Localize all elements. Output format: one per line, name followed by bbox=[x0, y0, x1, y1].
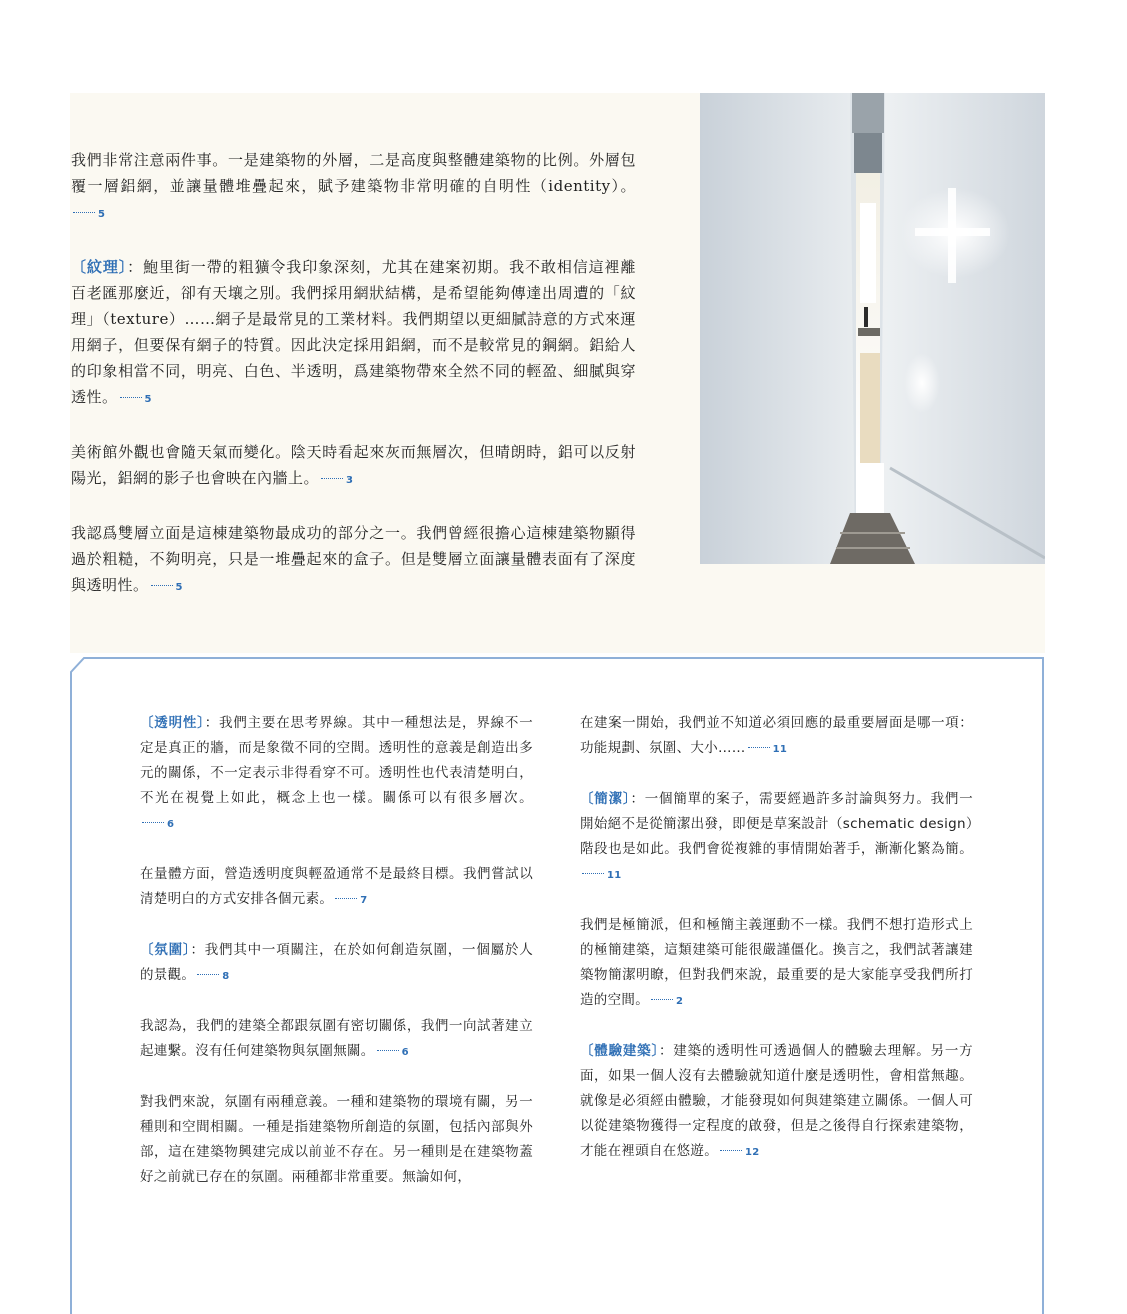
top-text-block bbox=[71, 147, 636, 627]
paragraph: 〔透明性〕：我們主要在思考界線。其中一種想法是，界線不一定是真正的牆，而是象徵不同的空間。透明性的意義是創造出多元的關係，不一定表示非得看穿不可。透明性也代表清楚明白，不光在視覺上如此，概念上也一樣。關係可以有很多層次。6 bbox=[140, 715, 534, 830]
paragraph: 我們是極簡派，但和極簡主義運動不一樣。我們不想打造形式上的極簡建築，這類建築可能很嚴謹僵化。換言之，我們試著讓建築物簡潔明瞭，但對我們來說，最重要的是大家能享受我們所打造的空間。 2 bbox=[580, 917, 973, 1008]
reference-marker: 6 bbox=[375, 1047, 409, 1058]
reference-marker: 11 bbox=[580, 870, 622, 881]
reference-marker: 7 bbox=[333, 895, 367, 906]
reference-marker: 6 bbox=[140, 819, 174, 830]
reference-marker: 11 bbox=[746, 744, 788, 755]
keyword: 〔簡潔〕 bbox=[580, 791, 631, 807]
reference-marker: 5 bbox=[71, 209, 105, 220]
paragraph: 美術館外觀也會隨天氣而變化。陰天時看起來灰而無層次，但晴朗時，鋁可以反射陽光，鋁網的影子也會映在內牆上。 3 bbox=[71, 443, 636, 487]
reference-marker: 3 bbox=[319, 475, 353, 486]
right-column bbox=[580, 711, 973, 1190]
paragraph: 我們非常注意兩件事。一是建築物的外層，二是高度與整體建築物的比例。外層包覆一層鋁網，並讓量體堆疊起來，賦予建築物非常明確的自明性（identity）。5 bbox=[71, 151, 636, 220]
keyword: 〔透明性〕 bbox=[140, 715, 205, 731]
reference-marker: 12 bbox=[718, 1147, 760, 1158]
keyword: 〔體驗建築〕 bbox=[580, 1043, 660, 1059]
left-column bbox=[140, 711, 533, 1215]
paragraph: 〔紋理〕：鮑里街一帶的粗獷令我印象深刻，尤其在建案初期。我不敢相信這裡離百老匯那麼近，卻有天壤之別。我們採用網狀結構，是希望能夠傳達出周遭的「紋理」（texture）……網子是最常見的工業材料。我們期望以更細膩詩意的方式來運用網子，但要保有網子的特質。因此決定採用鋁網，而不是較常見的鋼網。鋁給人的印象相當不同，明亮、白色、半透明，爲建築物帶來全然不同的輕盈、細膩與穿透性。 5 bbox=[71, 258, 636, 406]
paragraph: 〔氛圍〕：我們其中一項關注，在於如何創造氛圍，一個屬於人的景觀。 8 bbox=[140, 942, 534, 983]
keyword: 〔紋理〕 bbox=[71, 258, 128, 276]
stairwell-photo bbox=[700, 93, 1045, 564]
paragraph: 我認為，我們的建築全都跟氛圍有密切關係，我們一向試著建立起連繫。沒有任何建築物與氛圍無關。 6 bbox=[140, 1018, 533, 1059]
stairwell-photo-drawing bbox=[700, 93, 1045, 564]
reference-marker: 2 bbox=[649, 996, 683, 1007]
reference-marker: 5 bbox=[149, 582, 183, 593]
keyword: 〔氛圍〕 bbox=[140, 942, 191, 958]
paragraph: 在量體方面，營造透明度與輕盈通常不是最終目標。我們嘗試以清楚明白的方式安排各個元素。 7 bbox=[140, 866, 533, 907]
reference-marker: 8 bbox=[195, 971, 229, 982]
paragraph: 我認爲雙層立面是這棟建築物最成功的部分之一。我們曾經很擔心這棟建築物顯得過於粗糙，不夠明亮，只是一堆疊起來的盒子。但是雙層立面讓量體表面有了深度與透明性。 5 bbox=[71, 524, 636, 594]
reference-marker: 5 bbox=[118, 394, 152, 405]
paragraph: 對我們來說，氛圍有兩種意義。一種和建築物的環境有關，另一種則和空間相關。一種是指建築物所創造的氛圍，包括內部與外部，這在建築物興建完成以前並不存在。另一種則是在建築物蓋好之前就已存在的氛圍。兩種都非常重要。無論如何， bbox=[140, 1094, 533, 1185]
paragraph: 〔體驗建築〕：建築的透明性可透過個人的體驗去理解。另一方面，如果一個人沒有去體驗就知道什麼是透明性，會相當無趣。就像是必須經由體驗，才能發現如何與建築建立關係。一個人可以從建築物獲得一定程度的啟發，但是之後得自行探索建築物，才能在裡頭自在悠遊。 12 bbox=[580, 1043, 973, 1159]
paragraph: 在建案一開始，我們並不知道必須回應的最重要層面是哪一項：功能規劃、氛圍、大小…… 11 bbox=[580, 715, 973, 756]
paragraph: 〔簡潔〕：一個簡單的案子，需要經過許多討論與努力。我們一開始絕不是從簡潔出發，即便是草案設計（schematic design）階段也是如此。我們會從複雜的事情開始著手，漸漸化繁為簡。11 bbox=[580, 791, 974, 881]
